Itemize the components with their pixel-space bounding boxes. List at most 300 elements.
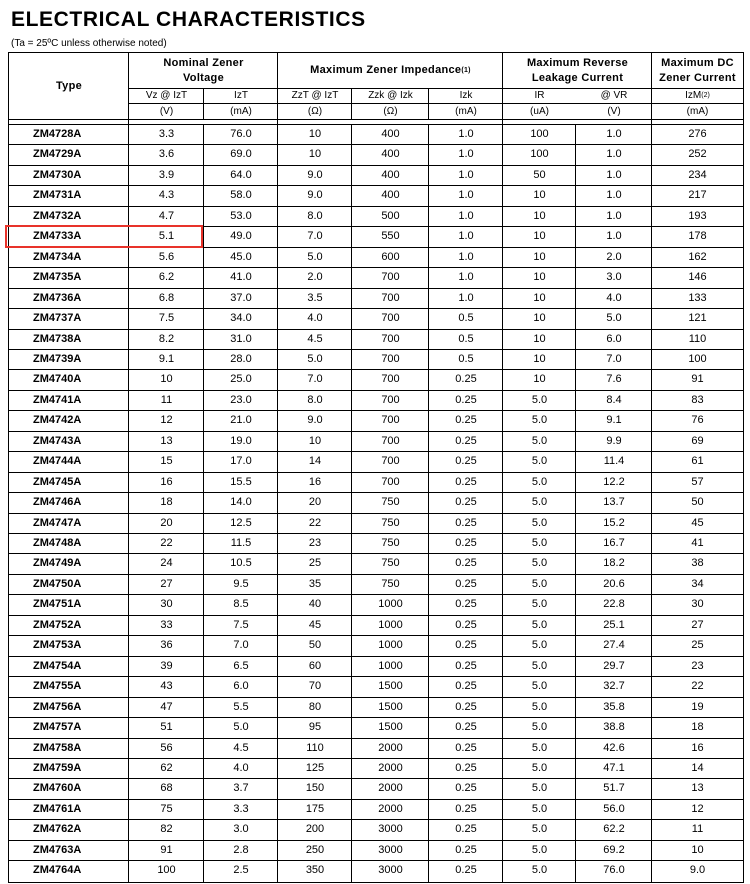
value-cell: 0.25 (455, 496, 477, 508)
value-cell: 45.0 (230, 250, 252, 263)
type-cell: ZM4764A (33, 864, 82, 876)
value-cell: 4.0 (307, 312, 323, 324)
value-cell: 61 (691, 455, 704, 467)
value-cell: 82 (160, 823, 173, 835)
value-cell: 43 (160, 680, 173, 692)
value-cell: 750 (381, 557, 400, 569)
value-cell: 5.0 (531, 802, 548, 815)
value-cell: 252 (688, 148, 707, 160)
value-cell: 25 (691, 639, 704, 651)
value-cell: 276 (688, 127, 707, 140)
value-cell: 31.0 (230, 332, 252, 345)
value-cell: 80 (308, 700, 322, 713)
value-cell: 56.0 (603, 802, 625, 815)
value-cell: 25.1 (603, 618, 625, 631)
value-cell: 19 (691, 700, 704, 713)
value-cell: 0.25 (455, 455, 477, 467)
value-cell: 0.25 (455, 823, 477, 835)
value-cell: 0.25 (455, 843, 477, 856)
value-cell: 51.7 (603, 782, 625, 794)
value-cell: 5.0 (531, 618, 548, 631)
unit-cell: (V) (159, 105, 174, 117)
value-cell: 100 (530, 148, 549, 160)
value-cell: 36 (160, 639, 173, 651)
value-cell: 11 (691, 823, 704, 835)
value-cell: 0.25 (455, 434, 477, 447)
value-cell: 22 (691, 680, 704, 692)
value-cell: 18 (160, 496, 173, 508)
value-cell: 178 (688, 230, 707, 242)
type-cell: ZM4760A (33, 782, 82, 794)
value-cell: 5.0 (531, 680, 548, 692)
unit-cell: (Ω) (383, 105, 398, 117)
value-cell: 5.0 (531, 864, 548, 876)
type-cell: ZM4751A (33, 598, 82, 610)
value-cell: 1.0 (458, 230, 474, 242)
value-cell: 10 (308, 434, 322, 447)
type-cell: ZM4730A (33, 168, 82, 181)
value-cell: 700 (381, 393, 400, 406)
value-cell: 29.7 (603, 659, 625, 672)
value-cell: 50 (308, 639, 322, 651)
value-cell: 9.1 (606, 414, 622, 426)
value-cell: 30 (691, 598, 704, 610)
value-cell: 10 (533, 312, 546, 324)
value-cell: 5.0 (531, 782, 548, 794)
value-cell: 13.7 (603, 496, 625, 508)
page-title: ELECTRICAL CHARACTERISTICS (11, 8, 366, 31)
value-cell: 1.0 (606, 189, 622, 201)
value-cell: 76.0 (603, 864, 625, 876)
symbol-cell: IzM (2) (685, 90, 710, 101)
type-cell: ZM4735A (33, 271, 82, 283)
value-cell: 1.0 (458, 148, 474, 160)
value-cell: 1000 (378, 618, 403, 631)
unit-cell: (uA) (530, 105, 549, 117)
value-cell: 13 (160, 434, 173, 447)
row-rule (9, 119, 743, 120)
value-cell: 5.0 (531, 475, 548, 488)
value-cell: 10 (533, 373, 546, 385)
value-cell: 5.0 (531, 496, 548, 508)
value-cell: 0.25 (455, 393, 477, 406)
value-cell: 10 (160, 373, 173, 385)
value-cell: 9.0 (307, 414, 323, 426)
value-cell: 8.2 (158, 332, 175, 345)
value-cell: 0.25 (455, 598, 477, 610)
type-cell: ZM4763A (33, 843, 82, 856)
value-cell: 8.0 (307, 393, 323, 406)
type-cell: ZM4755A (33, 680, 82, 692)
value-cell: 110 (306, 741, 324, 754)
type-cell: ZM4759A (33, 761, 82, 774)
value-cell: 1000 (378, 659, 403, 672)
value-cell: 750 (381, 496, 400, 508)
value-cell: 34 (691, 577, 704, 590)
value-cell: 62.2 (603, 823, 625, 835)
symbol-cell (278, 88, 352, 103)
value-cell: 1000 (378, 639, 403, 651)
conditions-note: (Ta = 25ºC unless otherwise noted) (11, 38, 167, 49)
value-cell: 56 (160, 741, 173, 754)
value-cell: 69.2 (603, 843, 625, 856)
value-cell: 550 (381, 230, 400, 242)
value-cell: 14.0 (230, 496, 252, 508)
value-cell: 50 (533, 168, 546, 181)
value-cell: 91 (160, 843, 173, 856)
value-cell: 1.0 (606, 148, 622, 160)
value-cell: 13 (691, 782, 704, 794)
value-cell: 7.5 (233, 618, 249, 631)
value-cell: 1500 (378, 680, 403, 692)
value-cell: 234 (688, 168, 707, 181)
value-cell: 162 (688, 250, 707, 263)
value-cell: 7.6 (606, 373, 622, 385)
type-cell: ZM4758A (33, 741, 82, 754)
value-cell: 35.8 (603, 700, 625, 713)
value-cell: 5.0 (531, 823, 548, 835)
value-cell: 51 (160, 721, 173, 733)
value-cell: 20.6 (603, 577, 625, 590)
symbol-text: IzM (685, 90, 702, 101)
type-cell: ZM4750A (33, 577, 82, 590)
value-cell: 5.0 (531, 700, 548, 713)
type-cell: ZM4743A (33, 434, 82, 447)
value-cell: 16 (160, 475, 173, 488)
symbol-cell (576, 88, 652, 103)
value-cell: 10 (533, 291, 546, 304)
value-cell: 700 (381, 271, 400, 283)
value-cell: 1500 (378, 721, 403, 733)
type-cell: ZM4732A (33, 209, 82, 222)
value-cell: 47 (160, 700, 173, 713)
symbol-cell (503, 88, 576, 103)
value-cell: 700 (381, 373, 400, 385)
value-cell: 45 (308, 618, 322, 631)
value-cell: 10.5 (230, 557, 252, 569)
type-cell: ZM4749A (33, 557, 82, 569)
value-cell: 20 (308, 496, 322, 508)
symbol-text: Vz @ IzT (145, 90, 188, 101)
symbol-cell (429, 88, 503, 103)
value-cell: 125 (305, 761, 325, 774)
value-cell: 2000 (378, 761, 403, 774)
value-cell: 23 (308, 536, 322, 549)
unit-cell: (mA) (686, 105, 709, 117)
value-cell: 12 (691, 802, 704, 815)
value-cell: 75 (160, 802, 173, 815)
type-cell: ZM4738A (33, 332, 82, 345)
value-cell: 4.0 (233, 761, 249, 774)
dc-header-line2: Zener Current (659, 71, 736, 84)
value-cell: 3.0 (233, 823, 249, 835)
value-cell: 2.0 (307, 271, 323, 283)
value-cell: 37.0 (230, 291, 252, 304)
leakage-header-line1: Maximum Reverse (526, 56, 629, 69)
value-cell: 25.0 (230, 373, 252, 385)
value-cell: 133 (688, 291, 707, 304)
value-cell: 5.0 (531, 761, 548, 774)
nominal-header-line1: Nominal Zener (163, 56, 244, 69)
type-cell: ZM4728A (33, 127, 82, 140)
value-cell: 41 (691, 536, 704, 549)
value-cell: 45 (691, 516, 704, 529)
value-cell: 217 (688, 189, 707, 201)
value-cell: 15.5 (230, 475, 252, 488)
value-cell: 3.6 (158, 148, 175, 160)
value-cell: 400 (381, 148, 400, 160)
value-cell: 40 (308, 598, 322, 610)
value-cell: 7.0 (233, 639, 249, 651)
value-cell: 9.0 (307, 189, 323, 201)
type-cell: ZM4747A (33, 516, 82, 529)
type-cell: ZM4762A (33, 823, 82, 835)
symbol-text: @ VR (600, 90, 628, 101)
value-cell: 7.0 (307, 230, 323, 242)
type-cell: ZM4739A (33, 352, 82, 365)
type-cell: ZM4734A (33, 250, 82, 263)
type-cell: ZM4761A (33, 802, 82, 815)
value-cell: 50 (691, 496, 704, 508)
leakage-current-header (503, 53, 652, 88)
value-cell: 0.25 (455, 782, 477, 794)
value-cell: 350 (305, 864, 325, 876)
value-cell: 4.5 (307, 332, 323, 345)
value-cell: 2000 (378, 741, 403, 754)
value-cell: 22 (308, 516, 322, 529)
unit-cell: (V) (607, 105, 621, 117)
value-cell: 24 (160, 557, 173, 569)
value-cell: 1.0 (606, 209, 622, 222)
value-cell: 10 (308, 148, 322, 160)
value-cell: 100 (157, 864, 176, 876)
value-cell: 1.0 (458, 168, 474, 181)
value-cell: 5.0 (531, 414, 548, 426)
value-cell: 600 (381, 250, 400, 263)
value-cell: 15.2 (603, 516, 625, 529)
value-cell: 41.0 (230, 271, 252, 283)
value-cell: 5.0 (531, 557, 548, 569)
characteristics-table (8, 52, 744, 883)
value-cell: 69.0 (230, 148, 252, 160)
value-cell: 16 (691, 741, 704, 754)
value-cell: 10 (533, 352, 546, 365)
value-cell: 11.5 (230, 536, 252, 549)
value-cell: 0.25 (455, 659, 477, 672)
value-cell: 57 (691, 475, 704, 488)
value-cell: 175 (305, 802, 325, 815)
value-cell: 42.6 (603, 741, 625, 754)
type-cell: ZM4736A (33, 291, 82, 304)
symbol-text: ZzT @ IzT (291, 90, 339, 101)
type-header: Type (55, 79, 83, 92)
unit-cell: (mA) (455, 105, 477, 117)
value-cell: 0.25 (455, 741, 477, 754)
value-cell: 700 (381, 434, 400, 447)
value-cell: 12.2 (603, 475, 625, 488)
value-cell: 6.8 (158, 291, 175, 304)
type-cell: ZM4740A (33, 373, 82, 385)
value-cell: 5.0 (531, 516, 548, 529)
value-cell: 0.25 (455, 680, 477, 692)
value-cell: 700 (381, 475, 400, 488)
value-cell: 10 (533, 209, 546, 222)
value-cell: 4.5 (233, 741, 249, 754)
value-cell: 5.0 (531, 598, 548, 610)
value-cell: 1.0 (458, 127, 474, 140)
symbol-text: IR (534, 90, 545, 101)
value-cell: 5.0 (531, 741, 548, 754)
value-cell: 38.8 (603, 721, 625, 733)
value-cell: 14 (308, 455, 322, 467)
value-cell: 5.0 (531, 536, 548, 549)
value-cell: 20 (160, 516, 173, 529)
value-cell: 5.0 (531, 843, 548, 856)
value-cell: 16.7 (603, 536, 625, 549)
value-cell: 0.25 (455, 373, 477, 385)
value-cell: 68 (160, 782, 173, 794)
value-cell: 8.0 (307, 209, 323, 222)
value-cell: 18.2 (603, 557, 625, 569)
value-cell: 700 (381, 352, 400, 365)
value-cell: 3.5 (307, 291, 323, 304)
value-cell: 100 (530, 127, 549, 140)
value-cell: 700 (381, 332, 400, 345)
nominal-voltage-header (129, 53, 278, 88)
symbol-text: IzT (234, 90, 248, 101)
value-cell: 0.25 (455, 639, 477, 651)
value-cell: 10 (308, 127, 322, 140)
value-cell: 14 (691, 761, 704, 774)
value-cell: 700 (381, 312, 400, 324)
value-cell: 700 (381, 414, 400, 426)
value-cell: 750 (381, 536, 400, 549)
value-cell: 200 (305, 823, 325, 835)
value-cell: 22 (160, 536, 173, 549)
value-cell: 83 (691, 393, 704, 406)
value-cell: 0.5 (458, 312, 474, 324)
value-cell: 27.4 (603, 639, 625, 651)
value-cell: 1.0 (458, 271, 474, 283)
value-cell: 5.0 (531, 639, 548, 651)
symbol-text: Izk (459, 90, 473, 101)
value-cell: 400 (381, 127, 400, 140)
value-cell: 5.6 (158, 250, 175, 263)
value-cell: 35 (308, 577, 322, 590)
value-cell: 0.25 (455, 864, 477, 876)
type-cell: ZM4733A (33, 230, 82, 242)
value-cell: 4.0 (606, 291, 622, 304)
symbol-cell (129, 88, 204, 103)
value-cell: 1.0 (458, 291, 474, 304)
value-cell: 3.3 (233, 802, 249, 815)
value-cell: 39 (160, 659, 173, 672)
value-cell: 8.5 (233, 598, 249, 610)
value-cell: 3.0 (606, 271, 622, 283)
dc-header-line1: Maximum DC (661, 56, 734, 69)
value-cell: 9.0 (307, 168, 323, 181)
impedance-header: Maximum Zener Impedance (1) (310, 64, 471, 76)
value-cell: 30 (160, 598, 173, 610)
value-cell: 0.25 (455, 475, 477, 488)
type-cell: ZM4737A (33, 312, 82, 324)
value-cell: 5.1 (158, 230, 175, 242)
value-cell: 1.0 (606, 168, 622, 181)
value-cell: 5.0 (606, 312, 622, 324)
value-cell: 25 (308, 557, 322, 569)
value-cell: 3.7 (233, 782, 249, 794)
value-cell: 5.0 (531, 455, 548, 467)
value-cell: 5.0 (531, 434, 548, 447)
leakage-header-line2: Leakage Current (531, 71, 624, 84)
value-cell: 0.25 (455, 536, 477, 549)
value-cell: 38 (691, 557, 704, 569)
type-cell: ZM4742A (33, 414, 82, 426)
value-cell: 6.5 (233, 659, 249, 672)
value-cell: 9.5 (233, 577, 249, 590)
value-cell: 7.0 (606, 352, 622, 365)
value-cell: 33 (160, 618, 173, 631)
unit-cell: (Ω) (307, 105, 323, 117)
symbol-cell (352, 88, 429, 103)
value-cell: 1.0 (458, 250, 474, 263)
value-cell: 3000 (378, 864, 403, 876)
value-cell: 500 (381, 209, 400, 222)
value-cell: 70 (308, 680, 322, 692)
value-cell: 11 (160, 393, 173, 406)
type-cell: ZM4745A (33, 475, 82, 488)
value-cell: 10 (533, 332, 546, 345)
value-cell: 0.25 (455, 557, 477, 569)
value-cell: 700 (381, 291, 400, 304)
value-cell: 95 (308, 721, 322, 733)
value-cell: 1500 (378, 700, 403, 713)
value-cell: 250 (305, 843, 325, 856)
value-cell: 193 (688, 209, 707, 222)
value-cell: 1.0 (606, 230, 622, 242)
row-highlight-box (5, 225, 203, 248)
type-cell: ZM4748A (33, 536, 82, 549)
value-cell: 7.5 (158, 312, 175, 324)
type-cell: ZM4754A (33, 659, 82, 672)
value-cell: 146 (688, 271, 707, 283)
value-cell: 0.25 (455, 516, 477, 529)
value-cell: 400 (381, 168, 400, 181)
value-cell: 76.0 (230, 127, 252, 140)
type-cell: ZM4744A (33, 455, 82, 467)
value-cell: 6.0 (606, 332, 622, 345)
value-cell: 9.9 (606, 434, 622, 447)
value-cell: 69 (691, 434, 704, 447)
nominal-header-line2: Voltage (182, 71, 224, 84)
value-cell: 7.0 (307, 373, 323, 385)
value-cell: 12 (160, 414, 173, 426)
value-cell: 750 (381, 577, 400, 590)
type-cell: ZM4741A (33, 393, 82, 406)
value-cell: 2000 (378, 802, 403, 815)
type-cell: ZM4752A (33, 618, 82, 631)
value-cell: 5.0 (531, 577, 548, 590)
value-cell: 700 (381, 455, 400, 467)
value-cell: 5.0 (531, 721, 548, 733)
value-cell: 15 (160, 455, 173, 467)
value-cell: 1.0 (606, 127, 622, 140)
value-cell: 1000 (378, 598, 403, 610)
value-cell: 2.8 (233, 843, 249, 856)
value-cell: 3.9 (158, 168, 175, 181)
value-cell: 11.4 (603, 455, 625, 467)
value-cell: 10 (533, 230, 546, 242)
